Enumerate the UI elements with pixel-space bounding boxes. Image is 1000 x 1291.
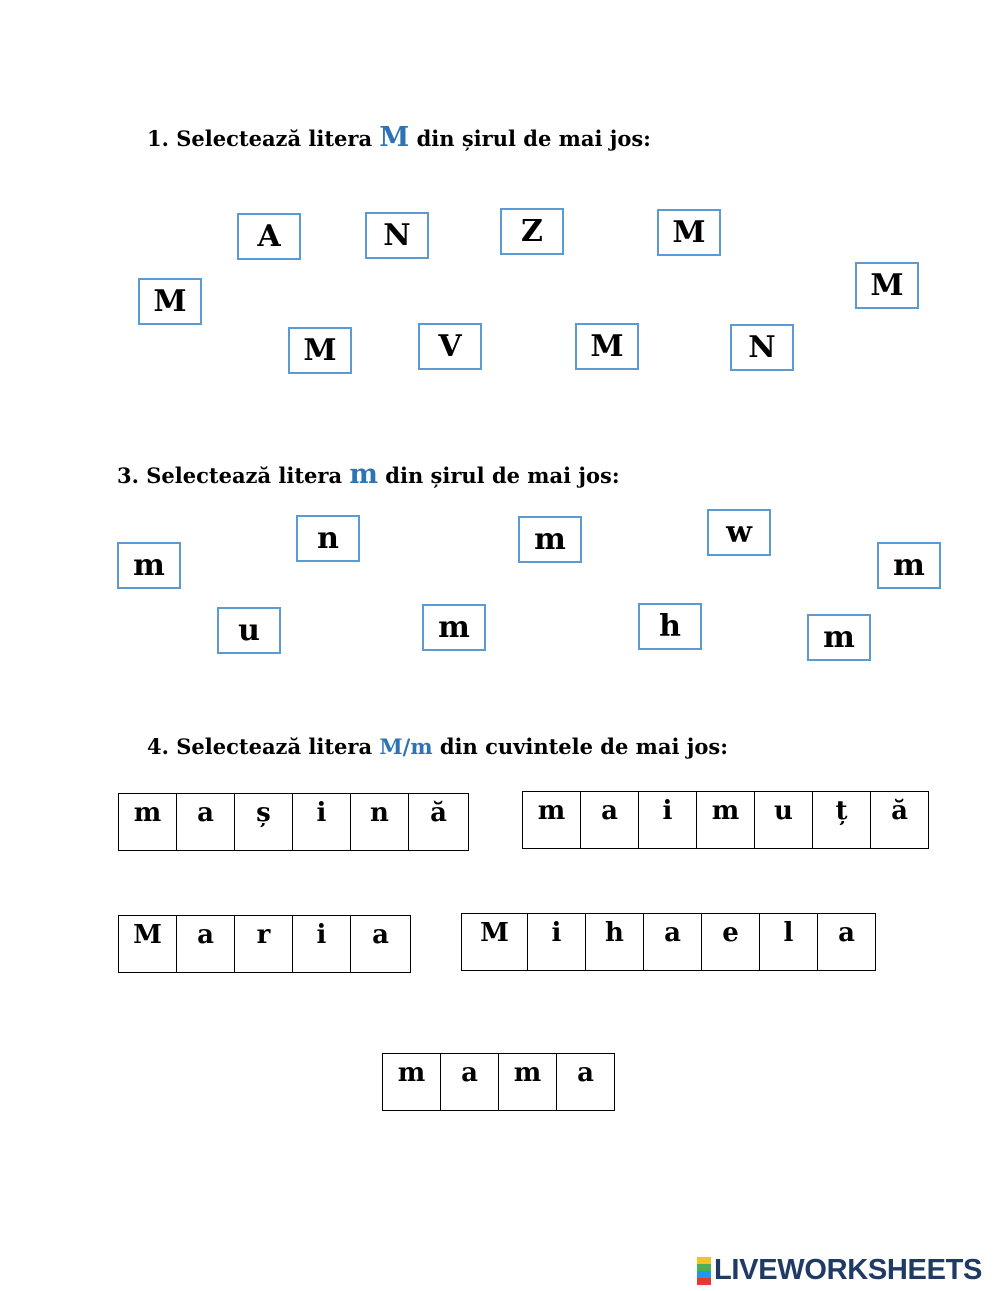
letter-cell[interactable]: a [177,916,235,972]
word-masina [118,793,469,851]
letter-cell[interactable]: ă [409,794,469,850]
letter-box[interactable]: m [877,542,941,589]
letter-box[interactable]: w [707,509,771,556]
word-mihaela [461,913,876,971]
letter-box[interactable]: A [237,213,301,260]
letter-cell[interactable]: a [557,1054,615,1110]
letter-cell[interactable]: i [293,916,351,972]
letter-cell[interactable]: h [586,914,644,970]
letter-cell[interactable]: m [523,792,581,848]
letter-cell[interactable]: l [760,914,818,970]
liveworksheets-logo [697,1254,982,1287]
question-3 [117,459,620,490]
letter-cell[interactable]: n [351,794,409,850]
letter-cell[interactable]: a [818,914,876,970]
question-3-target-letter: m [349,459,378,490]
question-1-prefix: 1. Selectează litera [147,126,380,151]
question-4-prefix: 4. Selectează litera [147,734,380,759]
letter-cell[interactable]: a [441,1054,499,1110]
letter-cell[interactable]: m [383,1054,441,1110]
letter-box[interactable]: m [117,542,181,589]
question-3-prefix: 3. Selectează litera [117,463,350,488]
question-1-target-letter: M [379,122,410,153]
question-4 [147,734,728,759]
letter-box[interactable]: h [638,603,702,650]
letter-cell[interactable]: m [119,794,177,850]
question-4-target-letter: M/m [379,734,433,759]
letter-cell[interactable]: m [697,792,755,848]
letter-box[interactable]: m [807,614,871,661]
question-1 [147,122,651,153]
letter-box[interactable]: N [730,324,794,371]
letter-cell[interactable]: a [351,916,411,972]
letter-cell[interactable]: a [177,794,235,850]
letter-cell[interactable]: r [235,916,293,972]
letter-box[interactable]: m [422,604,486,651]
question-1-suffix: din șirul de mai jos: [409,126,651,151]
letter-box[interactable]: M [575,323,639,370]
letter-box[interactable]: M [288,327,352,374]
letter-box[interactable]: N [365,212,429,259]
letter-cell[interactable]: a [644,914,702,970]
letter-cell[interactable]: a [581,792,639,848]
letter-cell[interactable]: i [639,792,697,848]
letter-cell[interactable]: i [528,914,586,970]
letter-box[interactable]: V [418,323,482,370]
letter-box[interactable]: Z [500,208,564,255]
letter-cell[interactable]: ă [871,792,929,848]
letter-cell[interactable]: ș [235,794,293,850]
question-3-suffix: din șirul de mai jos: [377,463,620,488]
letter-cell[interactable]: M [119,916,177,972]
letter-cell[interactable]: ț [813,792,871,848]
word-mama [382,1053,615,1111]
question-4-suffix: din cuvintele de mai jos: [432,734,728,759]
letter-cell[interactable]: u [755,792,813,848]
letter-box[interactable]: n [296,515,360,562]
letter-cell[interactable]: M [462,914,528,970]
letter-cell[interactable]: i [293,794,351,850]
letter-box[interactable]: M [657,209,721,256]
word-maria [118,915,411,973]
letter-cell[interactable]: e [702,914,760,970]
letter-cell[interactable]: m [499,1054,557,1110]
letter-box[interactable]: u [217,607,281,654]
letter-box[interactable]: m [518,516,582,563]
logo-text: LIVEWORKSHEETS [714,1254,983,1286]
logo-mark-icon [697,1257,711,1285]
word-maimuta [522,791,929,849]
letter-box[interactable]: M [138,278,202,325]
letter-box[interactable]: M [855,262,919,309]
